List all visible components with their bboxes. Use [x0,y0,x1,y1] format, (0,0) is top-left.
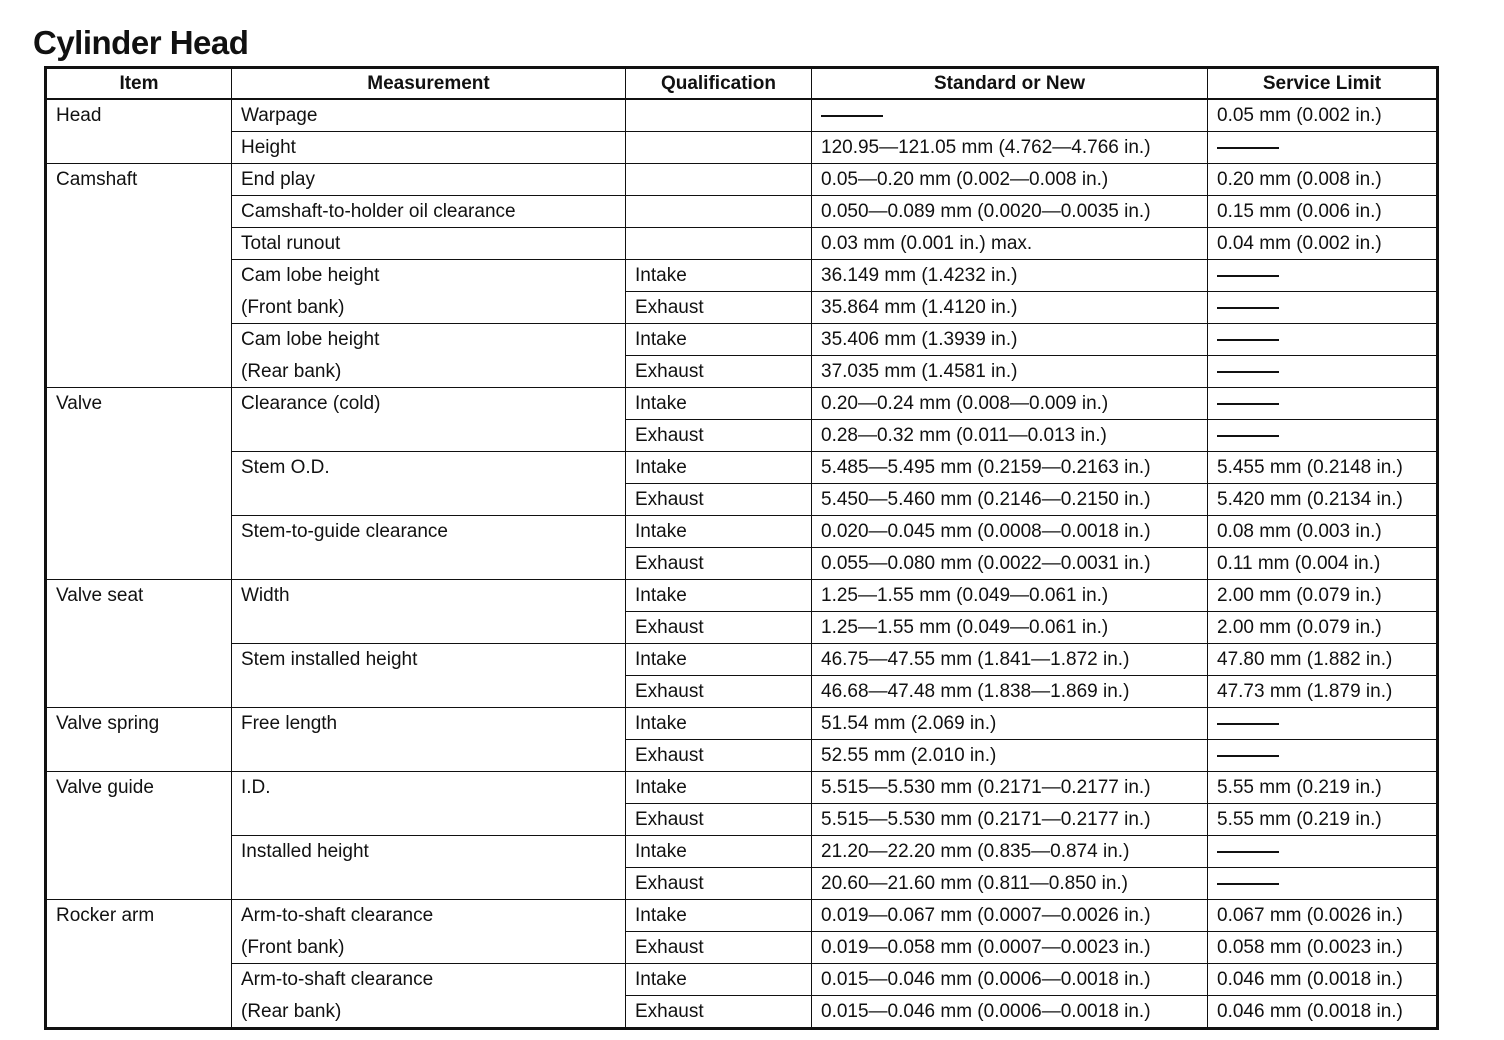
standard-cell: 0.20—0.24 mm (0.008—0.009 in.) [812,388,1208,420]
service-limit-cell: 0.15 mm (0.006 in.) [1208,196,1438,228]
service-limit-cell [1208,292,1438,324]
header-standard: Standard or New [812,68,1208,100]
service-limit-cell: 0.05 mm (0.002 in.) [1208,99,1438,132]
item-cell: Camshaft [46,164,232,196]
item-cell [46,836,232,868]
standard-cell: 5.515—5.530 mm (0.2171—0.2177 in.) [812,804,1208,836]
measurement-cell: (Front bank) [232,932,626,964]
item-cell [46,452,232,484]
measurement-cell: Clearance (cold) [232,388,626,420]
dash-mark [821,115,883,117]
table-row [46,388,1438,420]
qualification-cell: Exhaust [626,356,812,388]
item-cell: Valve spring [46,708,232,740]
standard-cell: 0.050—0.089 mm (0.0020—0.0035 in.) [812,196,1208,228]
table-row [46,228,1438,260]
item-cell [46,484,232,516]
service-limit-cell: 2.00 mm (0.079 in.) [1208,580,1438,612]
measurement-cell: Cam lobe height [232,324,626,356]
dash-mark [1217,371,1279,373]
standard-cell: 0.28—0.32 mm (0.011—0.013 in.) [812,420,1208,452]
standard-cell: 0.055—0.080 mm (0.0022—0.0031 in.) [812,548,1208,580]
dash-mark [1217,403,1279,405]
measurement-cell: Stem-to-guide clearance [232,516,626,548]
table-row [46,740,1438,772]
item-cell: Valve seat [46,580,232,612]
qualification-cell: Intake [626,964,812,996]
measurement-cell: Stem O.D. [232,452,626,484]
table-row [46,420,1438,452]
item-cell: Valve guide [46,772,232,804]
qualification-cell [626,132,812,164]
table-row [46,612,1438,644]
measurement-cell [232,868,626,900]
table-row [46,484,1438,516]
measurement-cell [232,420,626,452]
item-cell [46,324,232,356]
measurement-cell [232,676,626,708]
qualification-cell: Intake [626,644,812,676]
item-cell [46,996,232,1029]
item-cell [46,964,232,996]
dash-mark [1217,339,1279,341]
service-limit-cell: 5.55 mm (0.219 in.) [1208,772,1438,804]
item-cell [46,292,232,324]
table-row [46,900,1438,932]
dash-mark [1217,723,1279,725]
service-limit-cell [1208,260,1438,292]
table-row [46,644,1438,676]
service-limit-cell: 0.067 mm (0.0026 in.) [1208,900,1438,932]
table-row [46,99,1438,132]
service-limit-cell [1208,740,1438,772]
qualification-cell: Intake [626,772,812,804]
service-limit-cell: 2.00 mm (0.079 in.) [1208,612,1438,644]
standard-cell: 37.035 mm (1.4581 in.) [812,356,1208,388]
table-row [46,292,1438,324]
header-measurement: Measurement [232,68,626,100]
standard-cell: 52.55 mm (2.010 in.) [812,740,1208,772]
item-cell [46,228,232,260]
standard-cell: 35.406 mm (1.3939 in.) [812,324,1208,356]
table-row [46,676,1438,708]
standard-cell: 20.60—21.60 mm (0.811—0.850 in.) [812,868,1208,900]
measurement-cell: (Front bank) [232,292,626,324]
service-limit-cell: 0.11 mm (0.004 in.) [1208,548,1438,580]
table-row [46,516,1438,548]
qualification-cell: Exhaust [626,484,812,516]
measurement-cell: (Rear bank) [232,996,626,1029]
standard-cell: 0.019—0.067 mm (0.0007—0.0026 in.) [812,900,1208,932]
header-service-limit: Service Limit [1208,68,1438,100]
table-row [46,132,1438,164]
qualification-cell: Exhaust [626,420,812,452]
dash-mark [1217,307,1279,309]
table-row [46,580,1438,612]
service-limit-cell: 0.058 mm (0.0023 in.) [1208,932,1438,964]
qualification-cell [626,228,812,260]
item-cell [46,644,232,676]
item-cell [46,356,232,388]
dash-mark [1217,851,1279,853]
qualification-cell: Exhaust [626,612,812,644]
table-row [46,548,1438,580]
qualification-cell: Intake [626,452,812,484]
service-limit-cell: 0.046 mm (0.0018 in.) [1208,964,1438,996]
service-limit-cell [1208,868,1438,900]
service-limit-cell: 0.04 mm (0.002 in.) [1208,228,1438,260]
dash-mark [1217,275,1279,277]
qualification-cell [626,164,812,196]
service-limit-cell: 0.08 mm (0.003 in.) [1208,516,1438,548]
item-cell [46,548,232,580]
qualification-cell: Intake [626,836,812,868]
service-limit-cell: 5.55 mm (0.219 in.) [1208,804,1438,836]
standard-cell: 36.149 mm (1.4232 in.) [812,260,1208,292]
header-item: Item [46,68,232,100]
service-limit-cell [1208,420,1438,452]
qualification-cell: Intake [626,388,812,420]
service-limit-cell: 5.455 mm (0.2148 in.) [1208,452,1438,484]
table-row [46,836,1438,868]
service-limit-cell: 47.73 mm (1.879 in.) [1208,676,1438,708]
table-row [46,996,1438,1029]
table-row [46,804,1438,836]
measurement-cell: I.D. [232,772,626,804]
item-cell [46,676,232,708]
item-cell: Rocker arm [46,900,232,932]
item-cell [46,804,232,836]
dash-mark [1217,883,1279,885]
service-limit-cell [1208,708,1438,740]
measurement-cell [232,548,626,580]
standard-cell: 1.25—1.55 mm (0.049—0.061 in.) [812,612,1208,644]
item-cell: Valve [46,388,232,420]
table-row [46,196,1438,228]
spec-table [44,66,1439,1030]
item-cell [46,260,232,292]
qualification-cell: Exhaust [626,740,812,772]
service-limit-cell: 47.80 mm (1.882 in.) [1208,644,1438,676]
dash-mark [1217,435,1279,437]
service-limit-cell [1208,356,1438,388]
dash-mark [1217,147,1279,149]
standard-cell: 51.54 mm (2.069 in.) [812,708,1208,740]
item-cell [46,516,232,548]
item-cell [46,612,232,644]
service-limit-cell [1208,324,1438,356]
qualification-cell: Intake [626,260,812,292]
measurement-cell: Cam lobe height [232,260,626,292]
item-cell [46,132,232,164]
standard-cell: 0.019—0.058 mm (0.0007—0.0023 in.) [812,932,1208,964]
standard-cell: 0.015—0.046 mm (0.0006—0.0018 in.) [812,996,1208,1029]
qualification-cell [626,196,812,228]
standard-cell: 1.25—1.55 mm (0.049—0.061 in.) [812,580,1208,612]
qualification-cell: Exhaust [626,292,812,324]
standard-cell: 46.75—47.55 mm (1.841—1.872 in.) [812,644,1208,676]
qualification-cell: Exhaust [626,996,812,1029]
measurement-cell [232,804,626,836]
table-row [46,356,1438,388]
service-limit-cell: 5.420 mm (0.2134 in.) [1208,484,1438,516]
dash-mark [1217,755,1279,757]
standard-cell: 5.485—5.495 mm (0.2159—0.2163 in.) [812,452,1208,484]
table-header-row [46,68,1438,100]
item-cell [46,420,232,452]
table-row [46,324,1438,356]
qualification-cell: Exhaust [626,868,812,900]
table-row [46,932,1438,964]
measurement-cell: Free length [232,708,626,740]
measurement-cell: Stem installed height [232,644,626,676]
standard-cell: 35.864 mm (1.4120 in.) [812,292,1208,324]
standard-cell: 5.515—5.530 mm (0.2171—0.2177 in.) [812,772,1208,804]
service-limit-cell [1208,388,1438,420]
qualification-cell: Exhaust [626,932,812,964]
qualification-cell: Intake [626,516,812,548]
header-qualification: Qualification [626,68,812,100]
standard-cell: 0.020—0.045 mm (0.0008—0.0018 in.) [812,516,1208,548]
standard-cell: 46.68—47.48 mm (1.838—1.869 in.) [812,676,1208,708]
measurement-cell [232,740,626,772]
qualification-cell [626,99,812,132]
qualification-cell: Exhaust [626,548,812,580]
measurement-cell: (Rear bank) [232,356,626,388]
service-limit-cell [1208,132,1438,164]
measurement-cell: End play [232,164,626,196]
standard-cell: 0.03 mm (0.001 in.) max. [812,228,1208,260]
service-limit-cell [1208,836,1438,868]
measurement-cell: Arm-to-shaft clearance [232,964,626,996]
service-limit-cell: 0.20 mm (0.008 in.) [1208,164,1438,196]
item-cell [46,868,232,900]
table-row [46,708,1438,740]
measurement-cell: Height [232,132,626,164]
measurement-cell: Arm-to-shaft clearance [232,900,626,932]
measurement-cell: Warpage [232,99,626,132]
table-row [46,260,1438,292]
qualification-cell: Intake [626,900,812,932]
standard-cell: 5.450—5.460 mm (0.2146—0.2150 in.) [812,484,1208,516]
table-body [46,99,1438,1029]
qualification-cell: Intake [626,580,812,612]
standard-cell: 0.015—0.046 mm (0.0006—0.0018 in.) [812,964,1208,996]
item-cell [46,740,232,772]
standard-cell: 120.95—121.05 mm (4.762—4.766 in.) [812,132,1208,164]
measurement-cell [232,612,626,644]
standard-cell: 21.20—22.20 mm (0.835—0.874 in.) [812,836,1208,868]
table-row [46,452,1438,484]
qualification-cell: Intake [626,708,812,740]
measurement-cell: Total runout [232,228,626,260]
standard-cell [812,99,1208,132]
measurement-cell: Camshaft-to-holder oil clearance [232,196,626,228]
qualification-cell: Intake [626,324,812,356]
measurement-cell: Installed height [232,836,626,868]
item-cell [46,932,232,964]
item-cell: Head [46,99,232,132]
measurement-cell [232,484,626,516]
service-limit-cell: 0.046 mm (0.0018 in.) [1208,996,1438,1029]
page-title: Cylinder Head [33,24,249,61]
table-row [46,868,1438,900]
table-row [46,164,1438,196]
standard-cell: 0.05—0.20 mm (0.002—0.008 in.) [812,164,1208,196]
table-row [46,772,1438,804]
item-cell [46,196,232,228]
measurement-cell: Width [232,580,626,612]
qualification-cell: Exhaust [626,804,812,836]
table-row [46,964,1438,996]
qualification-cell: Exhaust [626,676,812,708]
